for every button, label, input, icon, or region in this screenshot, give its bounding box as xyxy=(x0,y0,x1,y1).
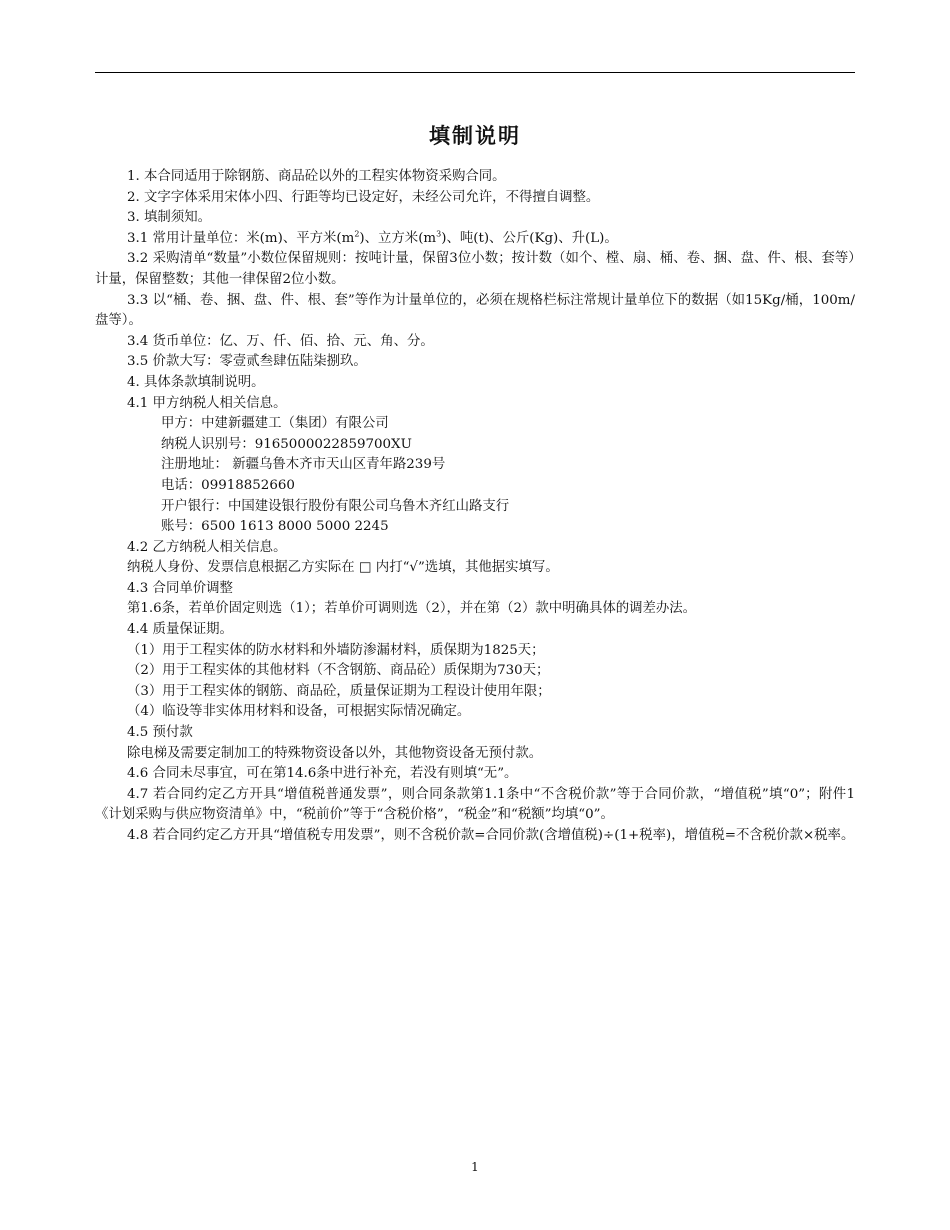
header-rule xyxy=(95,72,855,73)
paragraph-4: 4. 具体条款填制说明。 xyxy=(127,374,265,390)
paragraph-3-1: 3.1 常用计量单位：米(m)、平方米$(m^2)$、立方米$(m^3)$、吨(t)、公斤(Kg)、升(L)。 xyxy=(127,229,618,246)
paragraph-4-3-text: 第1.6条，若单价固定则选（1）；若单价可调则选（2），并在第（2）款中明确具体的调差办法。 xyxy=(127,601,697,617)
paragraph-3-3: 3.3 以“桶、卷、捆、盘、件、根、套”等作为计量单位的，必须在规格栏标注常规计量单位下的数据（如15Kg/桶，100m/盘等）。 xyxy=(95,292,855,329)
party-a-name: 甲方：中建新疆建工（集团）有限公司 xyxy=(161,416,389,432)
party-a-address: 注册地址： 新疆乌鲁木齐市天山区青年路239号 xyxy=(161,457,446,473)
paragraph-4-2: 4.2 乙方纳税人相关信息。 xyxy=(127,539,287,555)
paragraph-4-5: 4.5 预付款 xyxy=(127,725,193,741)
paragraph-3-4: 3.4 货币单位：亿、万、仟、佰、拾、元、角、分。 xyxy=(127,333,434,349)
paragraph-4-4: 4.4 质量保证期。 xyxy=(127,622,233,638)
paragraph-3-5: 3.5 价款大写：零壹贰叁肆伍陆柒捌玖。 xyxy=(127,354,367,370)
warranty-item-1: （1）用于工程实体的防水材料和外墙防渗漏材料，质保期为1825天； xyxy=(127,642,545,658)
party-a-tax-id: 纳税人识别号：9165000022859700XU xyxy=(161,436,412,452)
warranty-item-3: （3）用于工程实体的钢筋、商品砼，质量保证期为工程设计使用年限； xyxy=(127,683,551,699)
party-a-phone: 电话：09918852660 xyxy=(161,477,295,493)
paragraph-1: 1. 本合同适用于除钢筋、商品砼以外的工程实体物资采购合同。 xyxy=(127,169,506,184)
paragraph-4-8: 4.8 若合同约定乙方开具“增值税专用发票”，则不含税价款=合同价款(含增值税)÷(1+税率)，增值税=不含税价款×税率。 xyxy=(127,828,855,843)
party-a-account: 账号：6500 1613 8000 5000 2245 xyxy=(161,519,389,535)
instructions-body xyxy=(95,167,855,847)
paragraph-2: 2. 文字字体采用宋体小四、行距等均已设定好，未经公司允许，不得擅自调整。 xyxy=(127,189,600,205)
page-number: 1 xyxy=(471,1160,479,1174)
paragraph-4-3: 4.3 合同单价调整 xyxy=(127,580,233,596)
paragraph-3: 3. 填制须知。 xyxy=(127,210,211,226)
paragraph-4-5-text: 除电梯及需要定制加工的特殊物资设备以外，其他物资设备无预付款。 xyxy=(127,745,543,761)
paragraph-4-6: 4.6 合同未尽事宜，可在第14.6条中进行补充，若没有则填“无”。 xyxy=(127,766,518,782)
warranty-item-2: （2）用于工程实体的其他材料（不含钢筋、商品砼）质保期为730天； xyxy=(127,663,550,679)
warranty-item-4: （4）临设等非实体用材料和设备，可根据实际情况确定。 xyxy=(127,704,471,720)
paragraph-3-2: 3.2 采购清单“数量”小数位保留规则：按吨计量，保留3位小数；按计数（如个、樘、扇、桶、卷、捆、盘、件、根、套等）计量，保留整数；其他一律保留2位小数。 xyxy=(95,251,855,287)
document-title: 填制说明 xyxy=(429,124,521,148)
paragraph-4-1: 4.1 甲方纳税人相关信息。 xyxy=(127,395,287,411)
party-a-bank: 开户银行：中国建设银行股份有限公司乌鲁木齐红山路支行 xyxy=(161,498,510,514)
paragraph-4-7: 4.7 若合同约定乙方开具“增值税普通发票”，则合同条款第1.1条中“不含税价款”等于合同价款，“增值税”填“0”；附件1《计划采购与供应物资清单》中，“税前价”等于“含税价格”，“税金”和“税额”均填“0”。 xyxy=(95,786,855,823)
paragraph-4-2-text: 纳税人身份、发票信息根据乙方实际在 □ 内打“√”选填，其他据实填写。 xyxy=(127,560,559,576)
